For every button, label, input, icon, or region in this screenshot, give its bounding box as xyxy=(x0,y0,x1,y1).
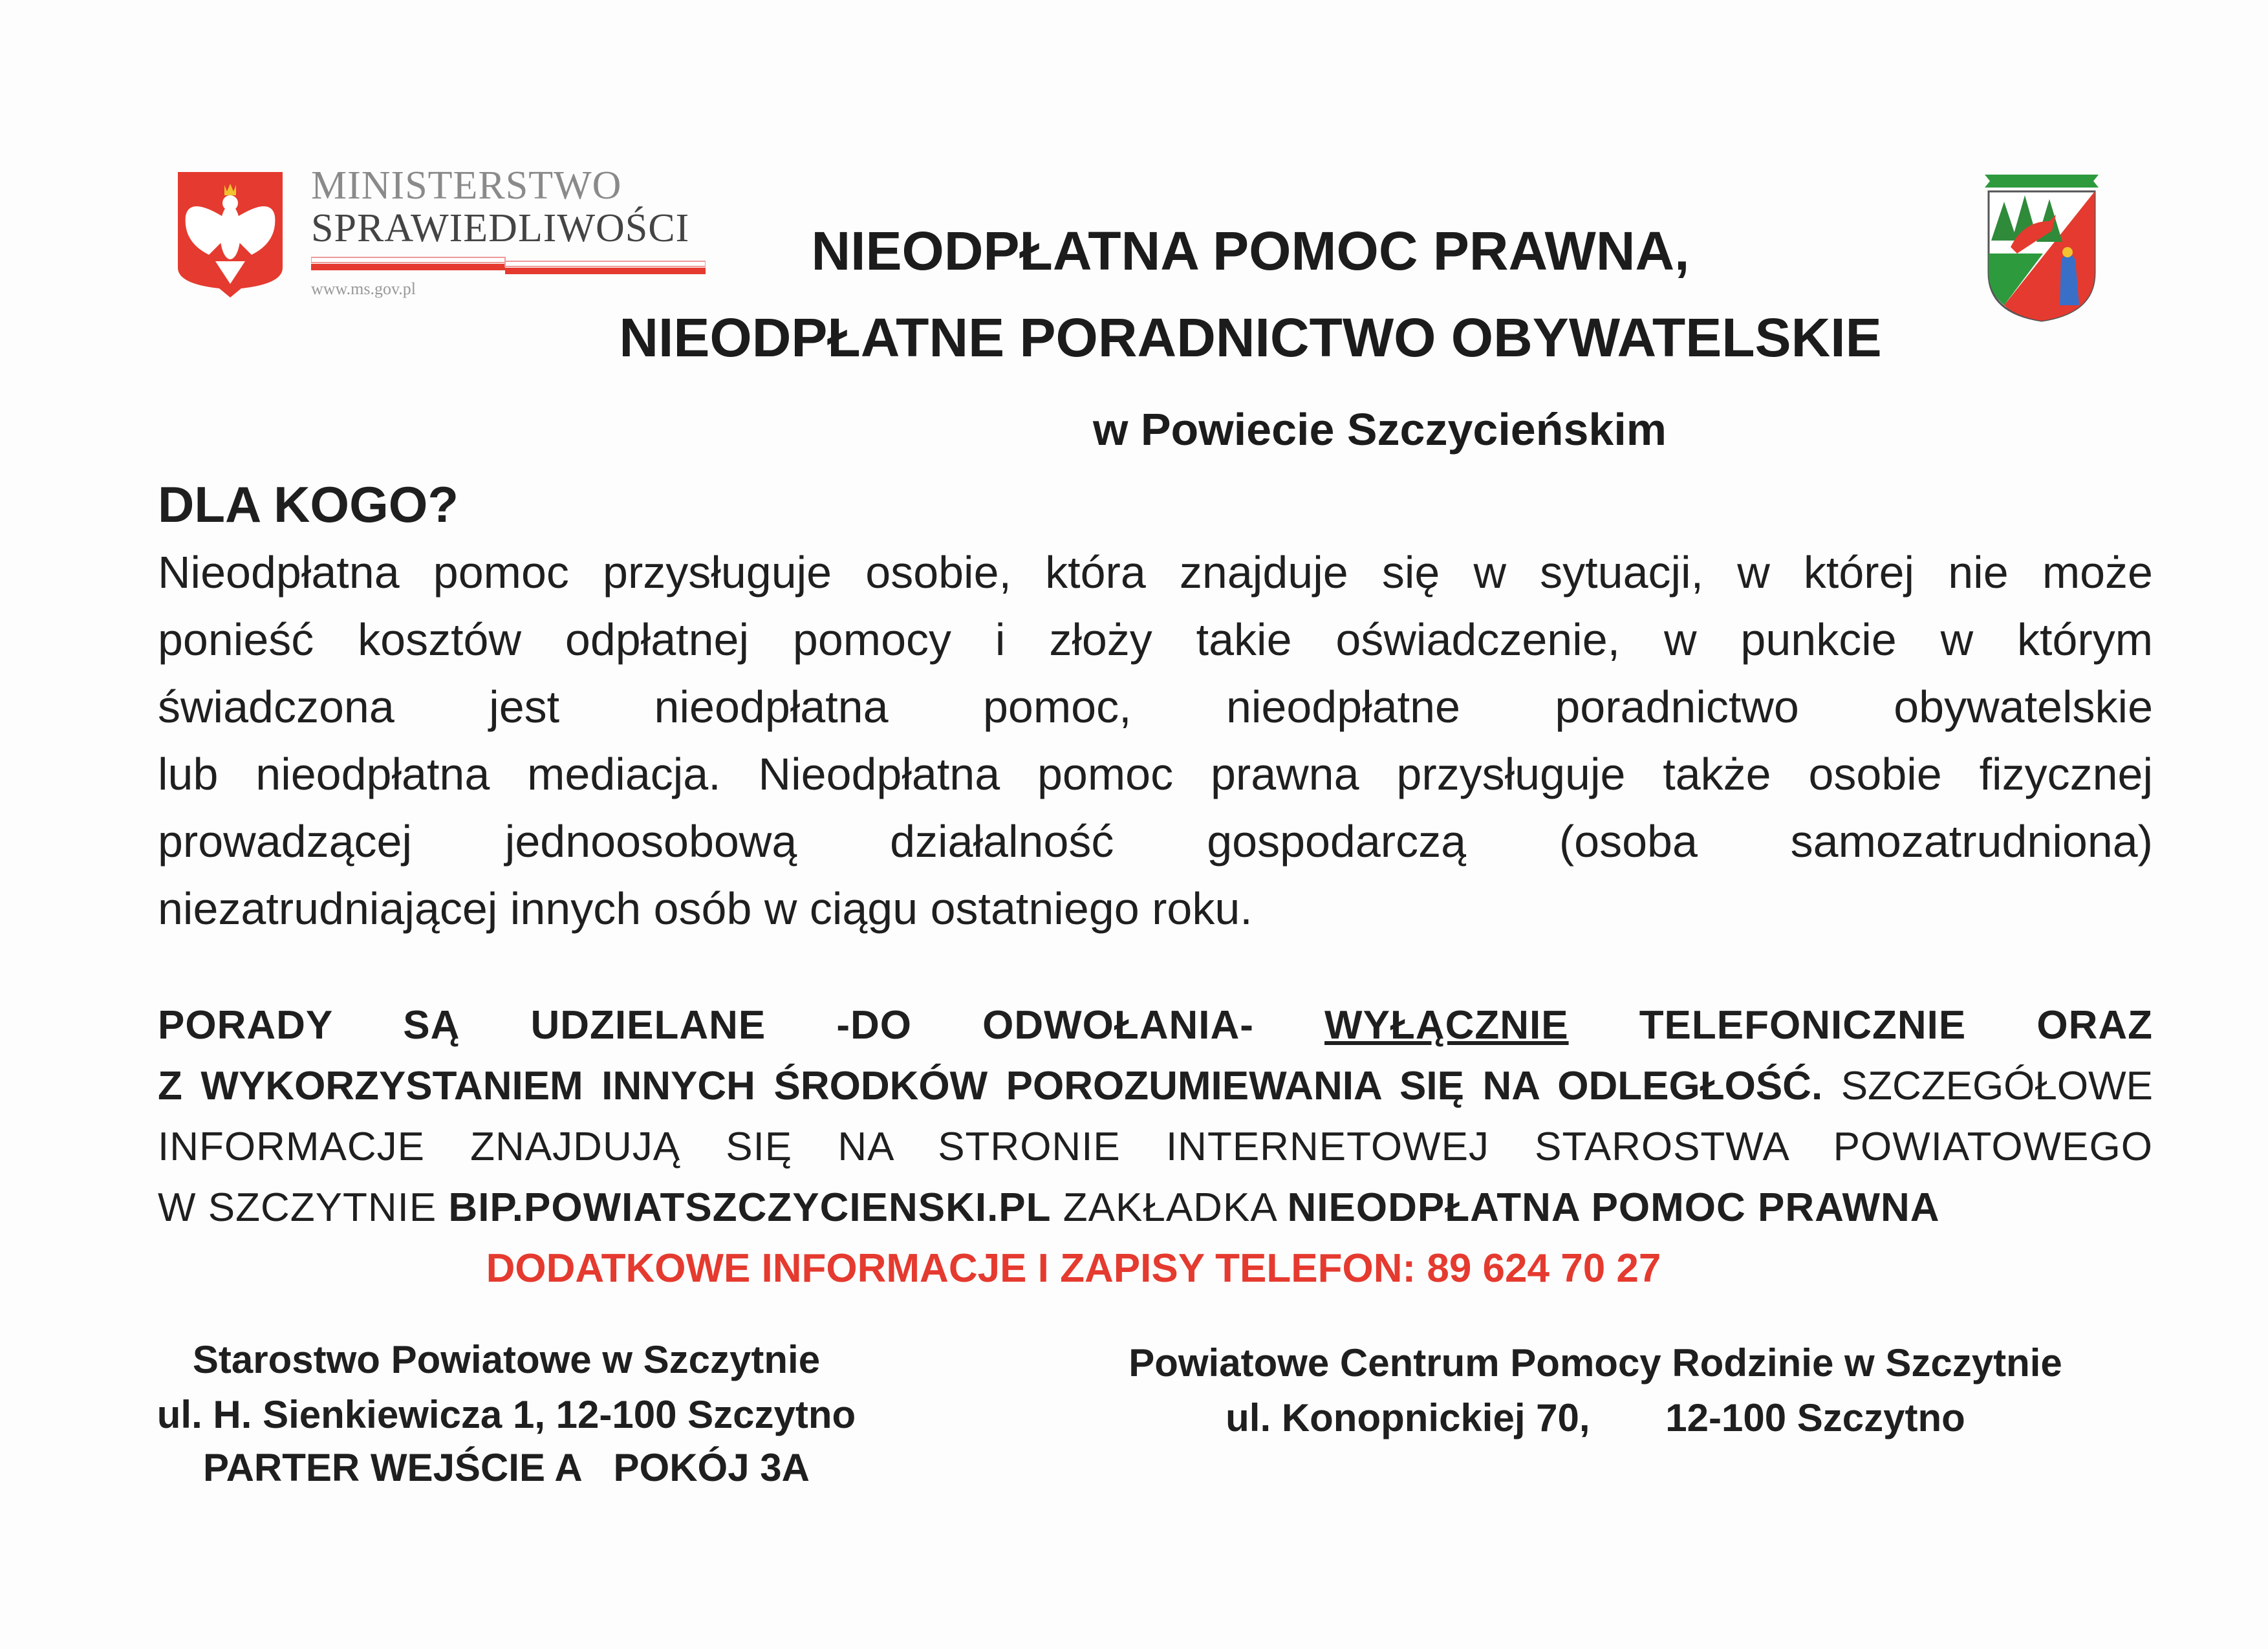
paragraph-line: ponieść kosztów odpłatnej pomocy i złoży takie oświadczenie, w punkcie w którym xyxy=(158,614,2153,665)
website-link[interactable]: BIP.POWIATSZCZYCIENSKI.PL xyxy=(448,1185,1052,1230)
notice-line3: INFORMACJE ZNAJDUJĄ SIĘ NA STRONIE INTERNETOWEJ STAROSTWA POWIATOWEGO xyxy=(158,1125,2153,1169)
address-left-line2: ul. H. Sienkiewicza 1, 12-100 Szczytno xyxy=(157,1393,856,1436)
address-right-line2: ul. Konopnickiej 70, 12-100 Szczytno xyxy=(1226,1396,1965,1439)
paragraph-line: Nieodpłatna pomoc przysługuje osobie, która znajduje się w sytuacji, w której nie może xyxy=(158,547,2153,598)
address-left-line1: Starostwo Powiatowe w Szczytnie xyxy=(192,1338,821,1381)
address-left-line3: PARTER WEJŚCIE A POKÓJ 3A xyxy=(203,1446,810,1489)
notice-text: SZCZEGÓŁOWE xyxy=(1822,1064,2153,1108)
notice-line4 xyxy=(158,1185,2153,1231)
paragraph-line: niezatrudniającej innych osób w ciągu ostatniego roku. xyxy=(158,883,1253,934)
notice-emphasis: WYŁĄCZNIE xyxy=(1324,1003,1569,1048)
ministry-url: www.ms.gov.pl xyxy=(311,279,416,298)
notice-text: NIEODPŁATNA POMOC PRAWNA xyxy=(1287,1185,1940,1230)
paragraph-line: świadczona jest nieodpłatna pomoc, nieodpłatne poradnictwo obywatelskie xyxy=(158,682,2153,732)
ministry-name-line1: MINISTERSTWO xyxy=(311,164,622,208)
notice-text: Z WYKORZYSTANIEM INNYCH ŚRODKÓW POROZUMIEWANIA SIĘ NA ODLEGŁOŚĆ. xyxy=(158,1064,1823,1108)
section-heading: DLA KOGO? xyxy=(158,476,459,533)
paragraph-line: lub nieodpłatna mediacja. Nieodpłatna pomoc prawna przysługuje także osobie fizycznej xyxy=(158,749,2153,799)
title-line1: NIEODPŁATNA POMOC PRAWNA, xyxy=(811,221,1690,281)
notice-text: ZAKŁADKA xyxy=(1051,1185,1288,1230)
notice-text: PORADY SĄ UDZIELANE -DO ODWOŁANIA- xyxy=(158,1003,1325,1048)
address-right-line1: Powiatowe Centrum Pomocy Rodzinie w Szczytnie xyxy=(1129,1341,2062,1385)
notice-line1 xyxy=(158,1002,2153,1048)
notice-line2 xyxy=(158,1063,2153,1109)
subtitle: w Powiecie Szczycieńskim xyxy=(1092,404,1667,455)
notice-text: TELEFONICZNIE ORAZ xyxy=(1568,1003,2153,1048)
title-line2: NIEODPŁATNE PORADNICTWO OBYWATELSKIE xyxy=(619,307,1882,368)
ministry-name-line2: SPRAWIEDLIWOŚCI xyxy=(311,206,690,250)
contact-phone: DODATKOWE INFORMACJE I ZAPISY TELEFON: 89 624 70 27 xyxy=(486,1246,1661,1291)
notice-text: W SZCZYTNIE xyxy=(158,1185,449,1230)
paragraph-line: prowadzącej jednoosobową działalność gospodarczą (osoba samozatrudniona) xyxy=(158,816,2153,867)
